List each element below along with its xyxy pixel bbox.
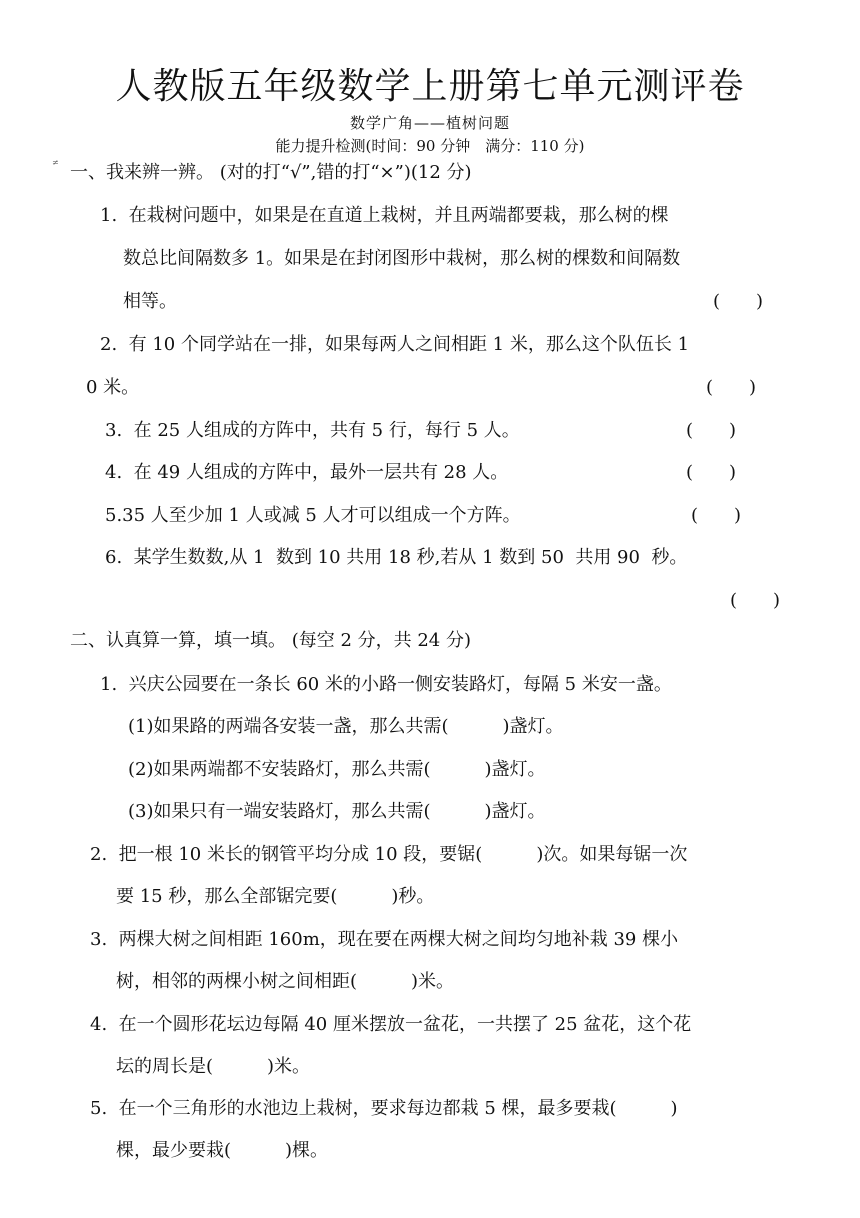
s1-item4-line1: 4. 在 49 人组成的方阵中，最外一层共有 28 人。 xyxy=(105,462,509,483)
s1-item4-answer[interactable]: ( ) xyxy=(686,462,737,483)
s2-item3-line2[interactable]: 树，相邻的两棵小树之间相距( )米。 xyxy=(116,971,455,992)
s1-item2-answer[interactable]: ( ) xyxy=(706,377,757,398)
s2-item1-sub1[interactable]: (1)如果路的两端各安装一盏，那么共需( )盏灯。 xyxy=(128,716,564,737)
s2-item5-line2[interactable]: 棵，最少要栽( )棵。 xyxy=(116,1140,329,1161)
margin-mark: ≠ xyxy=(52,158,59,167)
section2-heading: 二、认真算一算，填一填。 (每空 2 分，共 24 分) xyxy=(70,630,472,651)
s2-item2-line2[interactable]: 要 15 秒，那么全部锯完要( )秒。 xyxy=(116,886,435,907)
s1-item2-line2: 0 米。 xyxy=(86,377,140,398)
s2-item5-line1[interactable]: 5. 在一个三角形的水池边上栽树，要求每边都栽 5 棵，最多要栽( ) xyxy=(90,1098,678,1119)
s2-item1-line1: 1. 兴庆公园要在一条长 60 米的小路一侧安装路灯，每隔 5 米安一盏。 xyxy=(100,674,672,695)
page-subtitle: 数学广角——植树问题 xyxy=(349,114,510,132)
s1-item5-line1: 5.35 人至少加 1 人或减 5 人才可以组成一个方阵。 xyxy=(105,505,521,526)
s2-item4-line2[interactable]: 坛的周长是( )米。 xyxy=(116,1056,311,1077)
section1-heading: 一、我来辨一辨。 (对的打“√”,错的打“×”)(12 分) xyxy=(70,162,472,183)
s2-item2-line1[interactable]: 2. 把一根 10 米长的钢管平均分成 10 段，要锯( )次。如果每锯一次 xyxy=(90,844,688,865)
s1-item6-line1: 6. 某学生数数,从 1 数到 10 共用 18 秒,若从 1 数到 50 共用 90 秒。 xyxy=(105,547,688,568)
s1-item2-line1: 2. 有 10 个同学站在一排，如果每两人之间相距 1 米，那么这个队伍长 1 xyxy=(100,334,690,355)
s1-item6-answer[interactable]: ( ) xyxy=(730,590,781,611)
s2-item4-line1: 4. 在一个圆形花坛边每隔 40 厘米摆放一盆花，一共摆了 25 盆花，这个花 xyxy=(90,1014,692,1035)
s1-item3-answer[interactable]: ( ) xyxy=(686,420,737,441)
s2-item1-sub2[interactable]: (2)如果两端都不安装路灯，那么共需( )盏灯。 xyxy=(128,759,546,780)
s1-item1-line3: 相等。 xyxy=(123,291,177,312)
s1-item3-line1: 3. 在 25 人组成的方阵中，共有 5 行，每行 5 人。 xyxy=(105,420,520,441)
s1-item1-answer[interactable]: ( ) xyxy=(713,291,764,312)
page-title: 人教版五年级数学上册第七单元测评卷 xyxy=(115,66,745,107)
s1-item1-line1: 1. 在栽树问题中，如果是在直道上栽树，并且两端都要栽，那么树的棵 xyxy=(100,205,669,226)
exam-info: 能力提升检测(时间：90 分钟 满分：110 分) xyxy=(275,137,585,155)
s1-item1-line2: 数总比间隔数多 1。如果是在封闭图形中栽树，那么树的棵数和间隔数 xyxy=(123,248,681,269)
s2-item3-line1: 3. 两棵大树之间相距 160m，现在要在两棵大树之间均匀地补栽 39 棵小 xyxy=(90,929,679,950)
s2-item1-sub3[interactable]: (3)如果只有一端安装路灯，那么共需( )盏灯。 xyxy=(128,801,546,822)
s1-item5-answer[interactable]: ( ) xyxy=(691,505,742,526)
